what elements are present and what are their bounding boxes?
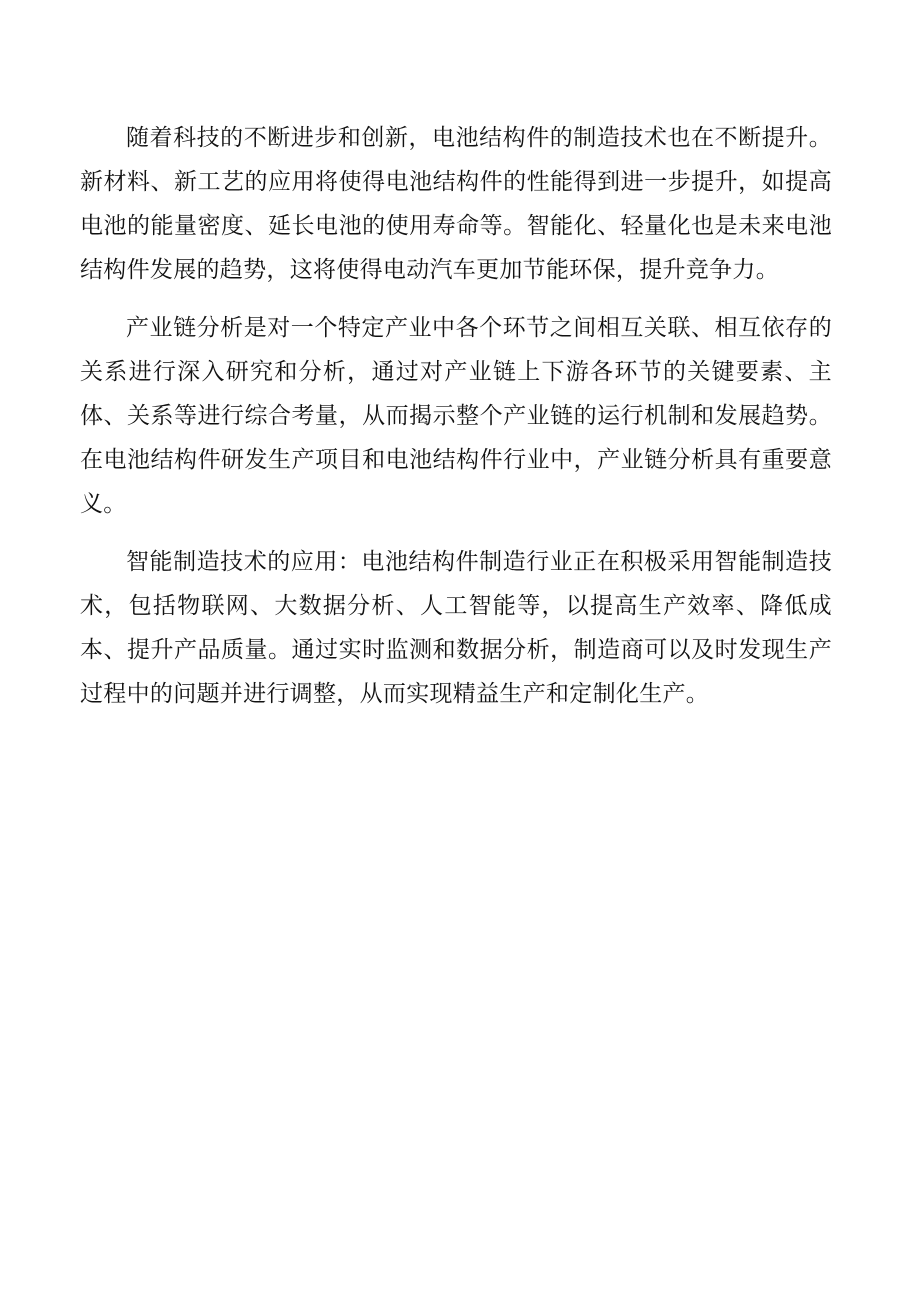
paragraph-1: 随着科技的不断进步和创新，电池结构件的制造技术也在不断提升。新材料、新工艺的应用将使得电池结构件的性能得到进一步提升，如提高电池的能量密度、延长电池的使用寿命等。智能化、轻量化也是未来电池结构件发展的趋势，这将使得电动汽车更加节能环保，提升竞争力。 bbox=[80, 125, 832, 283]
paragraph-2: 产业链分析是对一个特定产业中各个环节之间相互关联、相互依存的关系进行深入研究和分析，通过对产业链上下游各环节的关键要素、主体、关系等进行综合考量，从而揭示整个产业链的运行机制和发展趋势。在电池结构件研发生产项目和电池结构件行业中，产业链分析具有重要意义。 bbox=[80, 315, 832, 517]
paragraph-3: 智能制造技术的应用：电池结构件制造行业正在积极采用智能制造技术，包括物联网、大数据分析、人工智能等，以提高生产效率、降低成本、提升产品质量。通过实时监测和数据分析，制造商可以及时发现生产过程中的问题并进行调整，从而实现精益生产和定制化生产。 bbox=[80, 549, 832, 707]
document-body bbox=[80, 116, 832, 730]
